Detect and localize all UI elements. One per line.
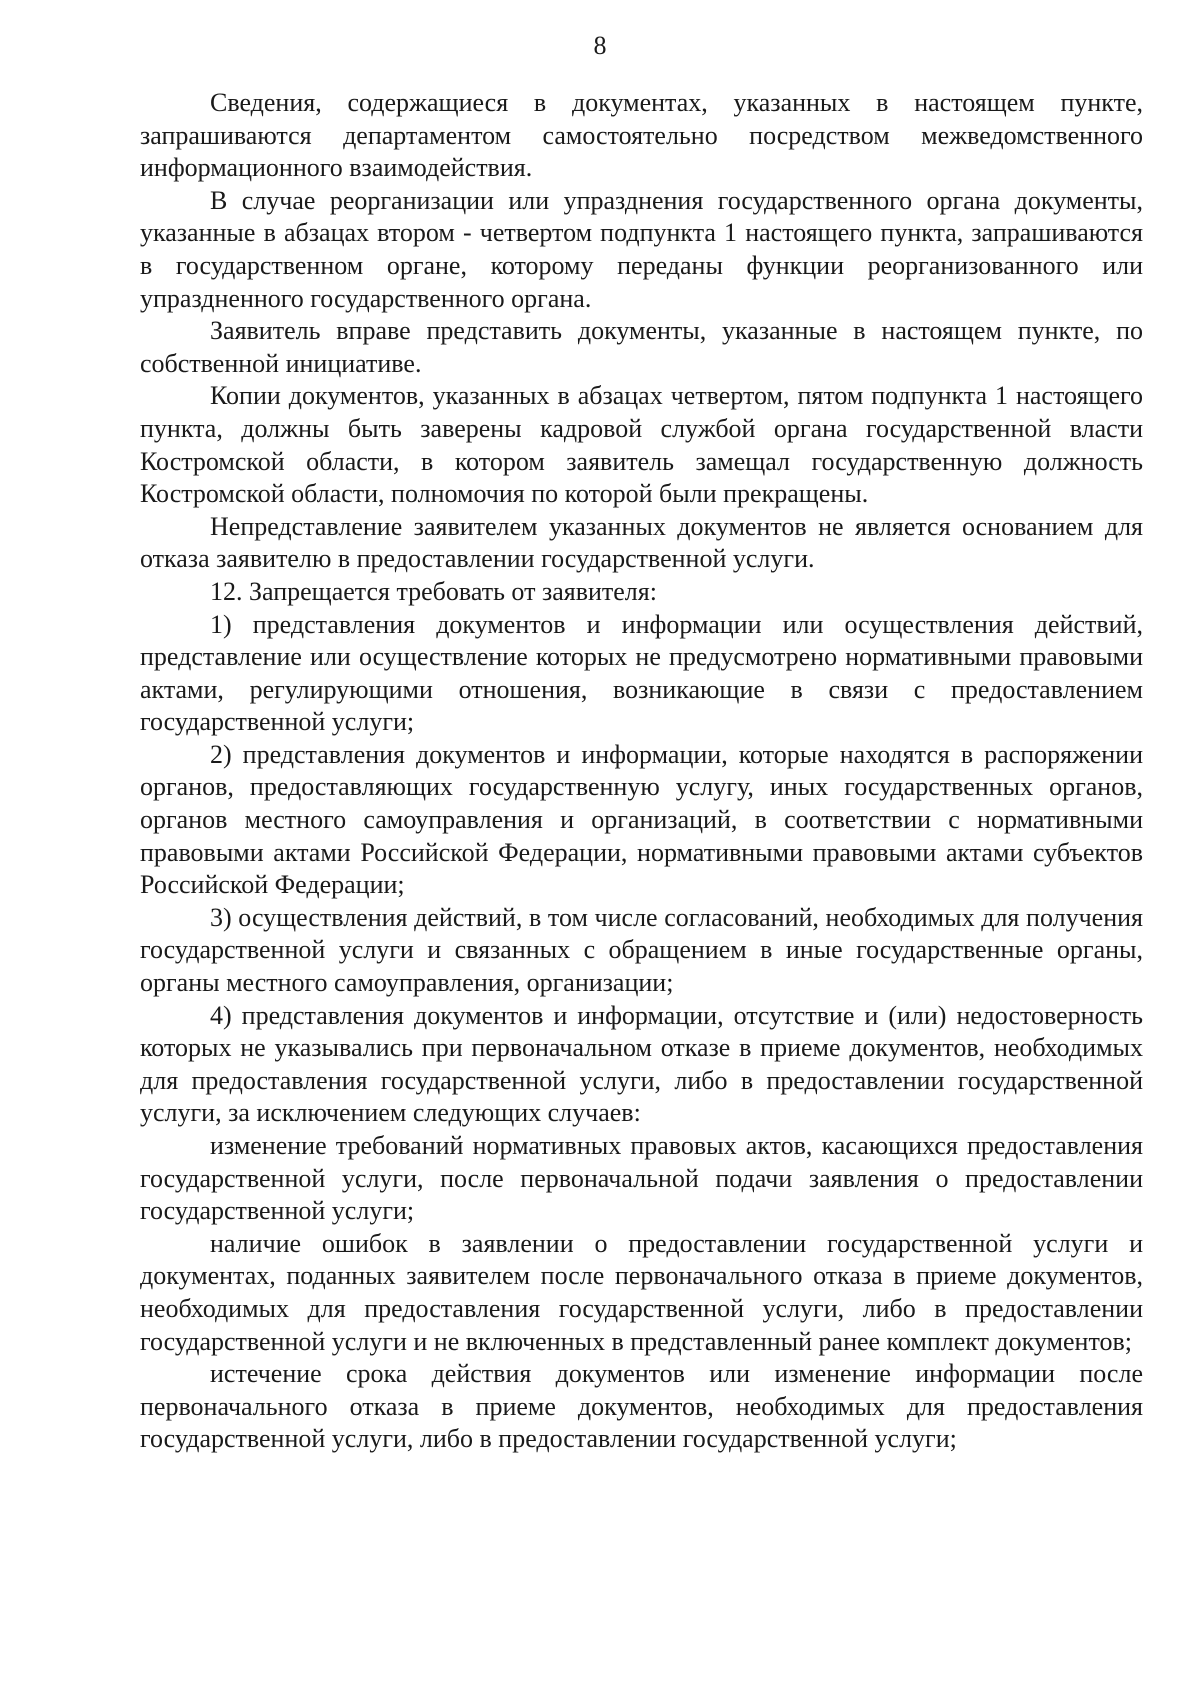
page-number: 8 — [593, 31, 607, 60]
paragraph-info-requested: Сведения, содержащиеся в документах, указанных в настоящем пункте, запрашиваются департаментом самостоятельно посредством межведомственного информационного взаимодействия. — [140, 88, 1143, 183]
paragraph-subitem-3: 3) осуществления действий, в том числе согласований, необходимых для получения государственной услуги и связанных с обращением в иные государственные органы, органы местного самоуправления, организации; — [140, 902, 1143, 998]
paragraph-copies-certified: Копии документов, указанных в абзацах четвертом, пятом подпункта 1 настоящего пункта, должны быть заверены кадровой службой органа государственной власти Костромской области, в котором заявитель замещал государственную должность Костромской области, полномочия по которой были прекращены. — [140, 381, 1143, 509]
paragraph-own-initiative: Заявитель вправе представить документы, указанные в настоящем пункте, по собственной инициативе. — [140, 316, 1143, 378]
paragraph-non-submission: Непредставление заявителем указанных документов не является основанием для отказа заявителю в предоставлении государственной услуги. — [140, 511, 1143, 574]
paragraph-case-errors: наличие ошибок в заявлении о предоставлении государственной услуги и документах, поданных заявителем после первоначального отказа в приеме документов, необходимых для предоставления государственной услуги, либо в предоставлении государственной услуги и не включенных в представленный ранее комплект документов; — [140, 1228, 1143, 1356]
paragraph-item-12-heading: 12. Запрещается требовать от заявителя: — [210, 576, 657, 606]
paragraph-subitem-4: 4) представления документов и информации, отсутствие и (или) недостоверность которых не указывались при первоначальном отказе в приеме документов, необходимых для предоставления государственной услуги, либо в предоставлении государственной услуги, за исключением следующих случаев: — [140, 1000, 1143, 1128]
document-body — [140, 87, 1143, 1456]
paragraph-subitem-2: 2) представления документов и информации, которые находятся в распоряжении органов, предоставляющих государственную услугу, иных государственных органов, органов местного самоуправления и организаций, в соответствии с нормативными правовыми актами Российской Федерации, нормативными правовыми актами субъектов Российской Федерации; — [140, 739, 1143, 900]
paragraph-case-requirements-change: изменение требований нормативных правовых актов, касающихся предоставления государственной услуги, после первоначальной подачи заявления о предоставлении государственной услуги; — [140, 1131, 1143, 1226]
paragraph-reorganization: В случае реорганизации или упразднения государственного органа документы, указанные в абзацах втором - четвертом подпункта 1 настоящего пункта, запрашиваются в государственном органе, которому переданы функции реорганизованного или упраздненного государственного органа. — [140, 185, 1143, 313]
paragraph-case-expiry: истечение срока действия документов или изменение информации после первоначального отказа в приеме документов, необходимых для предоставления государственной услуги, либо в предоставлении государственной услуги; — [140, 1359, 1143, 1454]
paragraph-subitem-1: 1) представления документов и информации или осуществления действий, представление или осуществление которых не предусмотрено нормативными правовыми актами, регулирующими отношения, возникающие в связи с предоставлением государственной услуги; — [140, 609, 1143, 737]
